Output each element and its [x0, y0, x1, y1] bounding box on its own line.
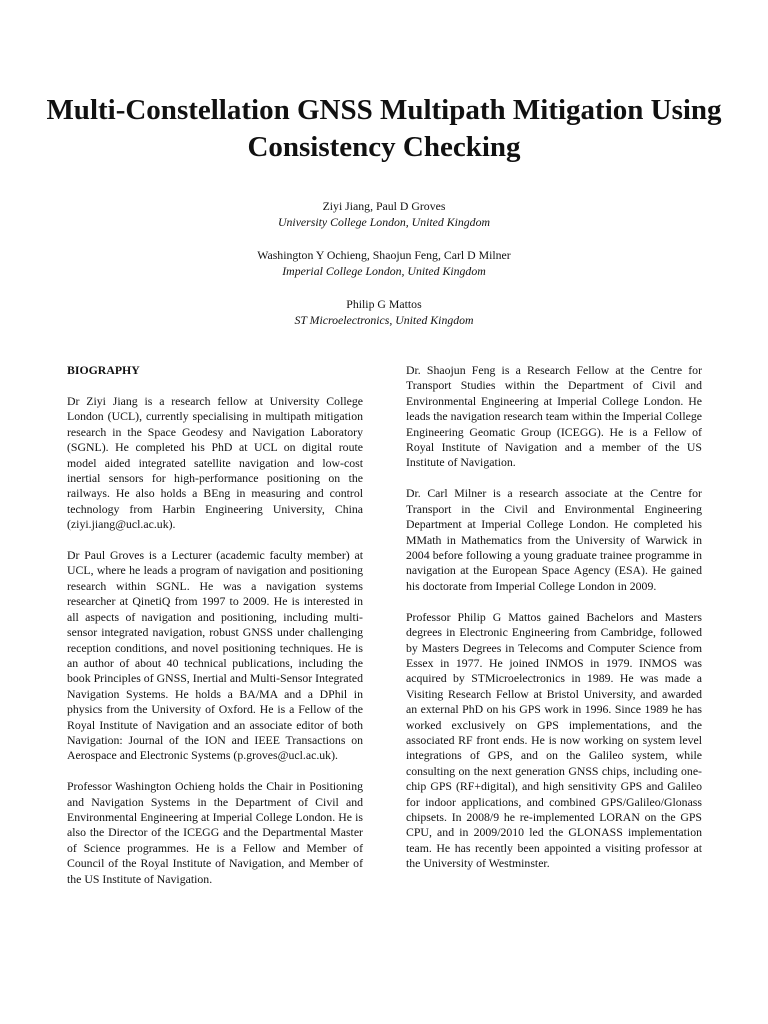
section-heading: BIOGRAPHY — [67, 363, 140, 377]
bio-paragraph: Professor Washington Ochieng holds the Chair in Positioning and Navigation Systems in the Department of Civil and Environmental Engineering at Imperial College London. He is also the Director of the ICEGG and the Departmental Master of Science programmes. He is a Fellow and Member of Council of the Royal Institute of Navigation, and Member of the US Institute of Navigation. — [67, 779, 363, 886]
bio-paragraph: Dr. Shaojun Feng is a Research Fellow at the Centre for Transport Studies within the Department of Civil and Environmental Engineering at Imperial College London. He leads the navigation research team within the Imperial College Engineering Geomatic Group (ICEGG). He is a Fellow of Royal Institute of Navigation and a member of the US Institute of Navigation. — [406, 363, 702, 470]
author-group — [40, 247, 728, 279]
author-affiliation: University College London, United Kingdom — [278, 215, 490, 229]
right-column — [406, 363, 702, 887]
paper-title: Multi-Constellation GNSS Multipath Mitigation Using Consistency Checking — [46, 94, 722, 163]
author-group — [40, 296, 728, 328]
author-names: Ziyi Jiang, Paul D Groves — [322, 199, 446, 213]
author-names: Washington Y Ochieng, Shaojun Feng, Carl D Milner — [257, 248, 511, 262]
bio-paragraph: Professor Philip G Mattos gained Bachelors and Masters degrees in Electronic Engineering from Cambridge, followed by Masters Degrees in Telecoms and Computer Science from Essex in 1977. He joined INMOS in 1979. INMOS was acquired by STMicroelectronics in 1989. He was made a Visiting Research Fellow at Bristol University, and awarded an external PhD on his GPS work in 1996. Since 1989 he has worked exclusively on GPS implementations, and the associated RF front ends. He is now working on system level integrations of GPS, and on the Galileo system, while consulting on the next generation GNSS chips, including one-chip GPS (RF+digital), and high sensitivity GPS and Galileo for indoor applications, and combined GPS/Galileo/Glonass chipsets. In 2008/9 he re-implemented LORAN on the GPS CPU, and in 2009/2010 led the GLONASS implementation team. He has recently been appointed a visiting professor at the University of Westminster. — [406, 609, 702, 871]
author-names: Philip G Mattos — [346, 297, 422, 311]
author-affiliation: Imperial College London, United Kingdom — [282, 264, 486, 278]
author-group — [40, 198, 728, 230]
author-affiliation: ST Microelectronics, United Kingdom — [294, 313, 474, 327]
bio-paragraph: Dr Ziyi Jiang is a research fellow at University College London (UCL), currently specialising in multipath mitigation research in the Space Geodesy and Navigation Laboratory (SGNL). He completed his PhD at UCL on digital route model aided integrated satellite navigation and low-cost inertial sensors for high-performance positioning on the railways. He also holds a BEng in measuring and control technology from Harbin Engineering University, China (ziyi.jiang@ucl.ac.uk). — [67, 393, 363, 532]
left-column — [67, 363, 363, 903]
bio-paragraph: Dr Paul Groves is a Lecturer (academic faculty member) at UCL, where he leads a program of navigation and positioning research within SGNL. He was a navigation systems researcher at QinetiQ from 1997 to 2009. He is interested in all aspects of navigation and positioning, including multi-sensor integrated navigation, robust GNSS under challenging reception conditions, and novel positioning techniques. He is an author of about 40 technical publications, including the book Principles of GNSS, Inertial and Multi-Sensor Integrated Navigation Systems. He holds a BA/MA and a DPhil in physics from the University of Oxford. He is a Fellow of the Royal Institute of Navigation and an associate editor of both Navigation: Journal of the ION and IEEE Transactions on Aerospace and Electronic Systems (p.groves@ucl.ac.uk). — [67, 548, 363, 763]
author-block — [40, 198, 728, 345]
bio-paragraph: Dr. Carl Milner is a research associate at the Centre for Transport in the Civil and Environmental Engineering Department at Imperial College London. He completed his MMath in Mathematics from the University of Warwick in 2004 before following a young graduate trainee programme in navigation at the European Space Agency (ESA). He gained his doctorate from Imperial College London in 2009. — [406, 486, 702, 593]
